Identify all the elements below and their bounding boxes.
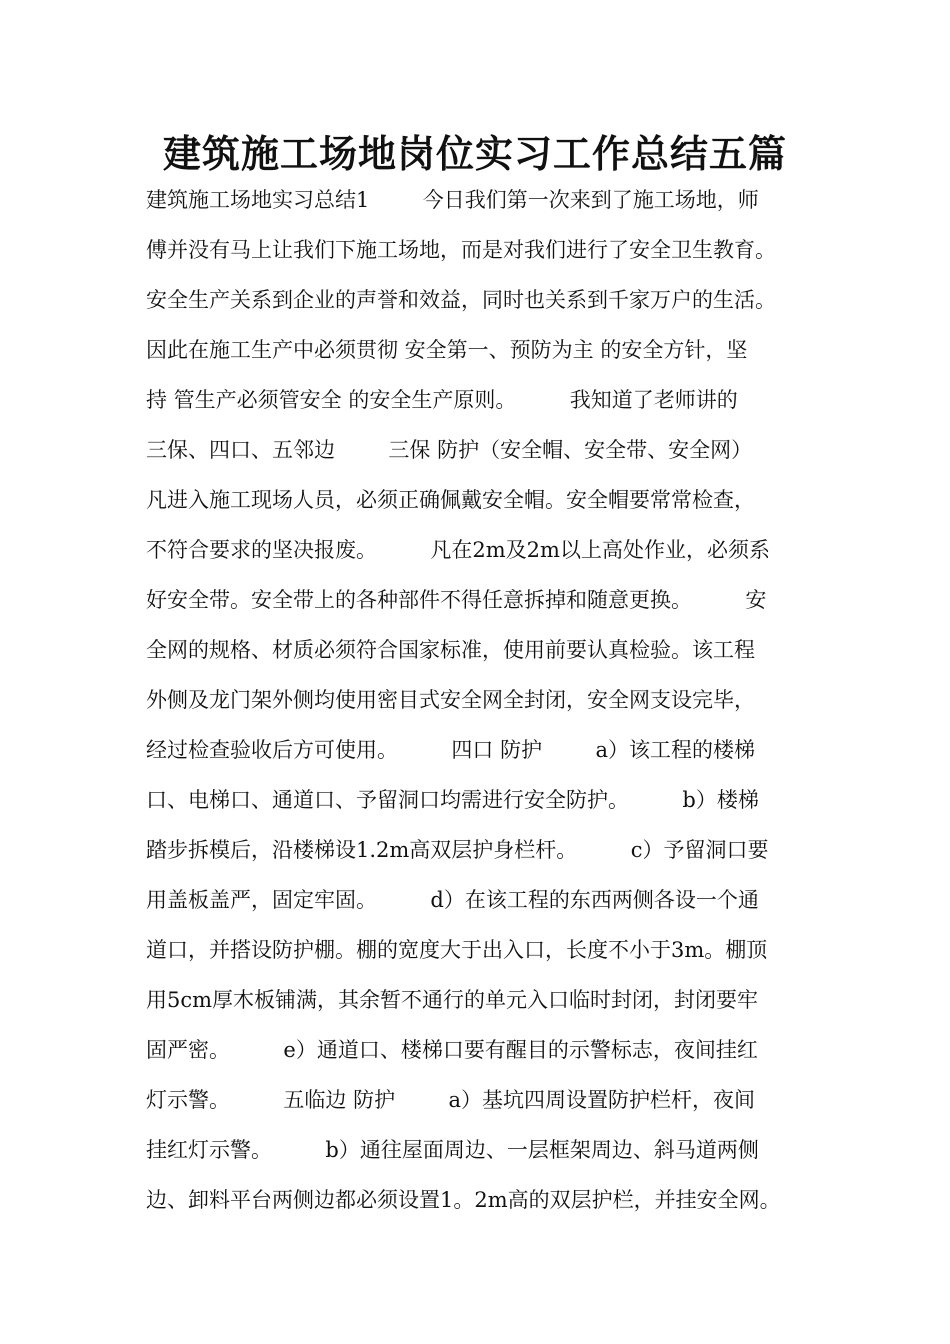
body-line: 持 管生产必须管安全 的安全生产原则。 我知道了老师讲的	[146, 388, 738, 412]
document-title: 建筑施工场地岗位实习工作总结五篇	[162, 132, 787, 176]
body-line: 安全生产关系到企业的声誉和效益，同时也关系到千家万户的生活。	[146, 288, 776, 312]
body-line: 挂红灯示警。 b）通往屋面周边、一层框架周边、斜马道两侧	[146, 1138, 759, 1162]
body-line: 外侧及龙门架外侧均使用密目式安全网全封闭，安全网支设完毕，	[146, 688, 755, 712]
body-line: 固严密。 e）通道口、楼梯口要有醒目的示警标志，夜间挂红	[146, 1038, 758, 1062]
body-line: 傅并没有马上让我们下施工场地，而是对我们进行了安全卫生教育。	[146, 238, 776, 262]
body-line: 灯示警。 五临边 防护 a）基坑四周设置防护栏杆，夜间	[146, 1088, 755, 1112]
body-line: 用盖板盖严，固定牢固。 d）在该工程的东西两侧各设一个通	[146, 888, 759, 912]
body-line: 不符合要求的坚决报废。 凡在2m及2m以上高处作业，必须系	[146, 538, 770, 562]
body-line: 边、卸料平台两侧边都必须设置1。2m高的双层护栏，并挂安全网。	[146, 1188, 781, 1212]
body-line: 凡进入施工现场人员，必须正确佩戴安全帽。安全帽要常常检查，	[146, 488, 755, 512]
body-line: 用5cm厚木板铺满，其余暂不通行的单元入口临时封闭，封闭要牢	[146, 988, 759, 1012]
body-line: 三保、四口、五邻边 三保 防护（安全帽、安全带、安全网）	[146, 438, 753, 462]
body-line: 因此在施工生产中必须贯彻 安全第一、预防为主 的安全方针，坚	[146, 338, 748, 362]
body-line: 建筑施工场地实习总结1 今日我们第一次来到了施工场地，师	[146, 188, 759, 212]
body-line: 全网的规格、材质必须符合国家标准，使用前要认真检验。该工程	[146, 638, 755, 662]
body-line: 好安全带。安全带上的各种部件不得任意拆掉和随意更换。 安	[146, 588, 767, 612]
body-line: 经过检查验收后方可使用。 四口 防护 a）该工程的楼梯	[146, 738, 755, 762]
body-line: 口、电梯口、通道口、予留洞口均需进行安全防护。 b）楼梯	[146, 788, 759, 812]
body-line: 道口，并搭设防护棚。棚的宽度大于出入口，长度不小于3m。棚顶	[146, 938, 768, 962]
body-line: 踏步拆模后，沿楼梯设1.2m高双层护身栏杆。 c）予留洞口要	[146, 838, 769, 862]
